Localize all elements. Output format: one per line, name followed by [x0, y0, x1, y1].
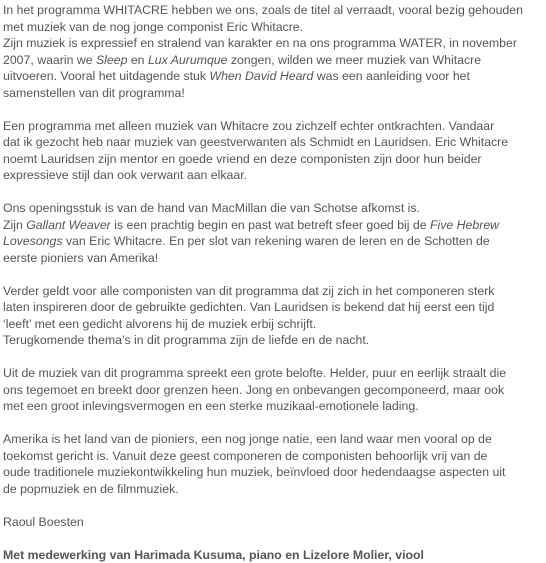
text-segment: ons tegemoet en breekt door grenzen heen. Jong en onbevangen gecomponeerd, maar ook	[3, 383, 504, 397]
text-segment: Zijn muziek is expressief en stralend van karakter en na ons programma WATER, in november	[3, 36, 517, 50]
text-segment: noemt Lauridsen zijn mentor en goede vriend en deze componisten zijn door hun beider	[3, 152, 482, 166]
text-segment: met muziek van de nog jonge componist Eric Whitacre.	[3, 20, 303, 34]
text-line	[3, 283, 543, 300]
text-line	[3, 365, 543, 382]
author-name: Raoul Boesten	[3, 514, 543, 531]
text-line	[3, 200, 543, 217]
credits-line: Met medewerking van Harimada Kusuma, piano en Lizelore Molier, viool	[3, 547, 543, 563]
text-segment: is een prachtig begin en past wat betreft sfeer goed bij de	[111, 218, 430, 232]
text-line	[3, 85, 543, 102]
text-line	[3, 398, 543, 415]
text-line	[3, 118, 543, 135]
paragraph	[3, 431, 543, 497]
text-segment: Amerika is het land van de pioniers, een nog jonge natie, een land waar men vooral op de	[3, 432, 492, 446]
paragraph	[3, 283, 543, 349]
text-segment: oude traditionele muziekontwikkeling hun muziek, beïnvloed door hedendaagse aspecten uit	[3, 465, 505, 479]
text-line	[3, 332, 543, 349]
italic-title: When David Heard	[209, 69, 313, 83]
text-segment: In het programma WHITACRE hebben we ons, zoals de titel al verraadt, vooral bezig gehouden	[3, 3, 523, 17]
text-segment: de popmuziek en de filmmuziek.	[3, 482, 179, 496]
paragraph	[3, 200, 543, 266]
text-segment: expressieve stijl dan ook verwant aan elkaar.	[3, 168, 247, 182]
text-segment: Ons openingsstuk is van de hand van MacMillan die van Schotse afkomst is.	[3, 201, 420, 215]
text-segment: zongen, wilden we meer muziek van Whitacre	[227, 53, 481, 67]
text-segment: en	[127, 53, 148, 67]
text-line	[3, 2, 543, 19]
text-line	[3, 250, 543, 267]
text-segment: Zijn	[3, 218, 26, 232]
italic-title: Lovesongs	[3, 234, 62, 248]
text-line	[3, 431, 543, 448]
text-line	[3, 217, 543, 234]
italic-title: Lux Aurumque	[148, 53, 228, 67]
text-line	[3, 19, 543, 36]
text-line	[3, 448, 543, 465]
paragraph	[3, 118, 543, 184]
text-line	[3, 68, 543, 85]
text-line	[3, 464, 543, 481]
text-segment: 2007, waarin we	[3, 53, 96, 67]
text-segment: laten inspireren door de gebruikte gedichten. Van Lauridsen is bekend dat hij eerst een tijd	[3, 300, 494, 314]
text-segment: eerste pioniers van Amerika!	[3, 251, 158, 265]
article-text	[3, 2, 543, 497]
text-line	[3, 481, 543, 498]
text-line	[3, 233, 543, 250]
text-line	[3, 151, 543, 168]
text-line	[3, 382, 543, 399]
italic-title: Gallant Weaver	[26, 218, 111, 232]
paragraph	[3, 2, 543, 101]
text-segment: van Eric Whitacre. En per slot van rekening waren de leren en de Schotten de	[62, 234, 489, 248]
text-line	[3, 35, 543, 52]
text-segment: toekomst gericht is. Vanuit deze geest componeren de componisten behoorlijk vrij van de	[3, 449, 487, 463]
text-segment: Verder geldt voor alle componisten van dit programma dat zij zich in het componeren sterk	[3, 284, 494, 298]
text-segment: Een programma met alleen muziek van Whitacre zou zichzelf echter ontkrachten. Vandaar	[3, 119, 494, 133]
text-segment: Uit de muziek van dit programma spreekt een grote belofte. Helder, puur en eerlijk straalt die	[3, 366, 506, 380]
paragraph	[3, 365, 543, 415]
text-segment: uitvoeren. Vooral het uitdagende stuk	[3, 69, 209, 83]
text-line	[3, 167, 543, 184]
text-segment: Terugkomende thema’s in dit programma zijn de liefde en de nacht.	[3, 333, 369, 347]
italic-title: Sleep	[96, 53, 127, 67]
text-segment: dat ik gezocht heb naar muziek van geestverwanten als Schmidt en Lauridsen. Eric Whitacre	[3, 135, 508, 149]
text-line	[3, 316, 543, 333]
italic-title: Five Hebrew	[430, 218, 499, 232]
text-segment: samenstellen van dit programma!	[3, 86, 185, 100]
text-segment: ‘leeft’ met een gedicht alvorens hij de muziek erbij schrijft.	[3, 317, 316, 331]
text-line	[3, 299, 543, 316]
text-segment: was een aanleiding voor het	[313, 69, 470, 83]
text-line	[3, 52, 543, 69]
text-line	[3, 134, 543, 151]
text-segment: met een groot inlevingsvermogen en een sterke muzikaal-emotionele lading.	[3, 399, 419, 413]
